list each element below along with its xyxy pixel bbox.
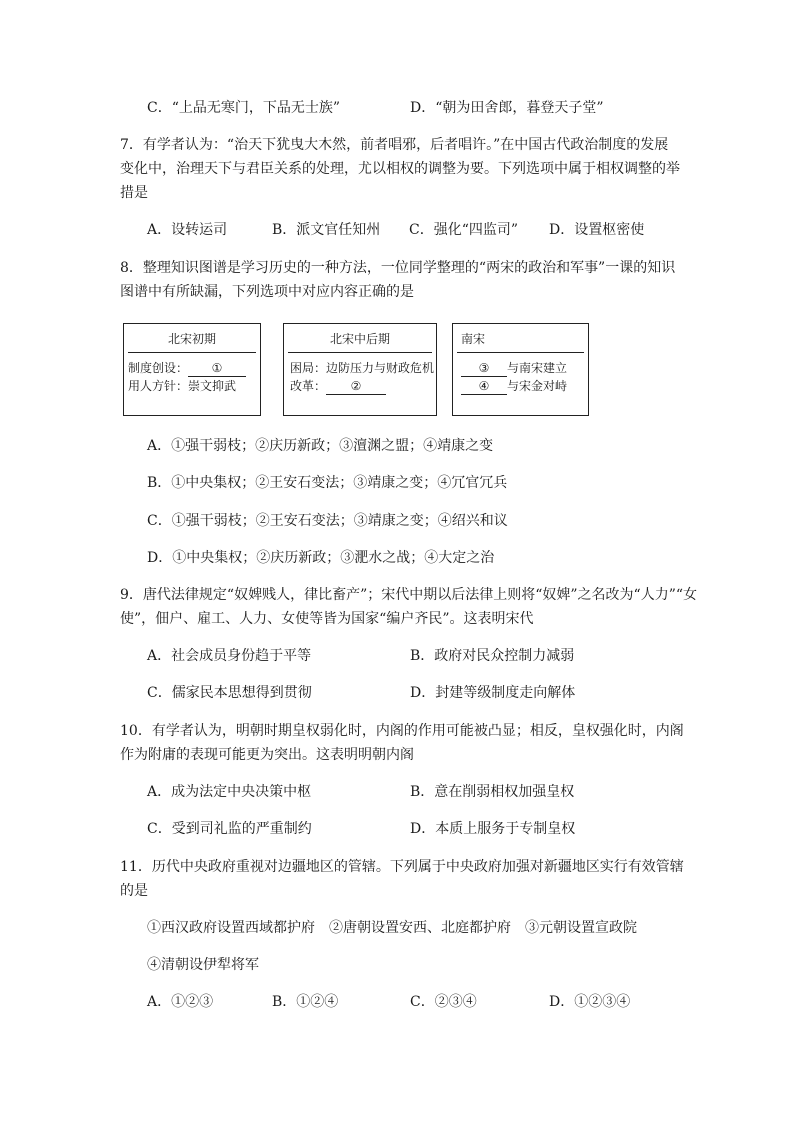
q8-stem-line2: 图谱中有所缺漏，下列选项中对应内容正确的是	[120, 284, 414, 300]
diagram-blank-4: ④	[461, 378, 507, 395]
diagram-box3-title: 南宋	[461, 332, 486, 346]
q11-option-c: C．②③④	[410, 994, 477, 1010]
q11-items-line1: ①西汉政府设置西域都护府 ②唐朝设置安西、北庭都护府 ③元朝设置宣政院	[147, 920, 637, 936]
diagram-box2-line2	[290, 378, 386, 395]
diagram-box1-line1	[128, 360, 246, 377]
diagram-box2-title: 北宋中后期	[329, 332, 390, 346]
q9-option-a: A．社会成员身份趋于平等	[147, 648, 312, 664]
diagram-blank-1: ①	[188, 360, 246, 377]
q7-stem-line2: 变化中，治理天下与君臣关系的处理，尤以相权的调整为要。下列选项中属于相权调整的举	[120, 161, 680, 177]
diagram-box-southern-song	[452, 323, 589, 416]
diagram-box2-line1: 困局：边防压力与财政危机	[290, 361, 435, 375]
q8-stem-line1: 8．整理知识图谱是学习历史的一种方法，一位同学整理的“两宋的政治和军事”一课的知识	[120, 260, 676, 276]
q9-option-d: D．封建等级制度走向解体	[410, 685, 576, 701]
diagram-box3-line1	[461, 360, 567, 377]
q9-stem-line1: 9．唐代法律规定“奴婢贱人，律比畜产”；宋代中期以后法律上则将“奴婢”之名改为“人力”“女	[120, 587, 698, 603]
diagram-blank-3: ③	[461, 360, 507, 377]
q8-option-d: D．①中央集权；②庆历新政；③淝水之战；④大定之治	[147, 550, 495, 566]
q7-stem-line3: 措是	[120, 185, 148, 201]
diagram-box1-title: 北宋初期	[167, 332, 216, 346]
q11-stem-line1: 11．历代中央政府重视对边疆地区的管辖。下列属于中央政府加强对新疆地区实行有效管辖	[120, 859, 684, 875]
diagram-box1-divider	[128, 352, 256, 353]
diagram-box3-divider	[457, 352, 584, 353]
diagram-box2-divider	[288, 352, 432, 353]
q11-items-line2: ④清朝设伊犁将军	[147, 957, 259, 973]
q7-stem-line1: 7．有学者认为：“治天下犹曳大木然，前者唱邪，后者唱许。”在中国古代政治制度的发展	[120, 137, 669, 153]
q10-option-a: A．成为法定中央决策中枢	[147, 784, 312, 800]
q7-option-b: B．派文官任知州	[272, 222, 381, 238]
q10-stem-line2: 作为附庸的表现可能更为突出。这表明明朝内阁	[120, 747, 414, 763]
q10-option-c: C．受到司礼监的严重制约	[147, 821, 312, 837]
q8-option-c: C．①强干弱枝；②王安石变法；③靖康之变；④绍兴和议	[147, 513, 508, 529]
q10-option-b: B．意在削弱相权加强皇权	[410, 784, 575, 800]
q7-option-d: D．设置枢密使	[549, 222, 645, 238]
q8-option-b: B．①中央集权；②王安石变法；③靖康之变；④冗官冗兵	[147, 475, 508, 491]
diagram-box3-line1-text: 与南宋建立	[507, 361, 568, 375]
q9-stem-line2: 使”，佃户、雇工、人力、女使等皆为国家“编户齐民”。这表明宋代	[120, 611, 534, 627]
diagram-box1-line1-label: 制度创设：	[128, 361, 189, 375]
diagram-box3-line2-text: 与宋金对峙	[507, 379, 568, 393]
q11-option-d: D．①②③④	[549, 994, 631, 1010]
diagram-box2-line2-label: 改革：	[290, 379, 327, 393]
q11-option-a: A．①②③	[147, 994, 214, 1010]
q10-option-d: D．本质上服务于专制皇权	[410, 821, 576, 837]
q11-stem-line2: 的是	[120, 883, 148, 899]
q8-option-a: A．①强干弱枝；②庆历新政；③澶渊之盟；④靖康之变	[147, 438, 494, 454]
diagram-blank-2: ②	[326, 378, 386, 395]
diagram-box-early-northern-song	[123, 323, 261, 416]
q11-option-b: B．①②④	[272, 994, 339, 1010]
q7-option-c: C．强化“四监司”	[409, 222, 519, 238]
diagram-box3-line2	[461, 378, 567, 395]
q7-option-a: A．设转运司	[147, 222, 228, 238]
diagram-box-mid-late-northern-song	[283, 323, 437, 416]
q9-option-b: B．政府对民众控制力减弱	[410, 648, 575, 664]
diagram-box1-line2: 用人方针：崇文抑武	[128, 379, 237, 393]
q10-stem-line1: 10．有学者认为，明朝时期皇权弱化时，内阁的作用可能被凸显；相反，皇权强化时，内阁	[120, 723, 684, 739]
q6-option-d: D．“朝为田舍郎，暮登天子堂”	[410, 100, 604, 116]
q9-option-c: C．儒家民本思想得到贯彻	[147, 685, 312, 701]
q6-option-c: C．“上品无寒门，下品无士族”	[147, 100, 341, 116]
